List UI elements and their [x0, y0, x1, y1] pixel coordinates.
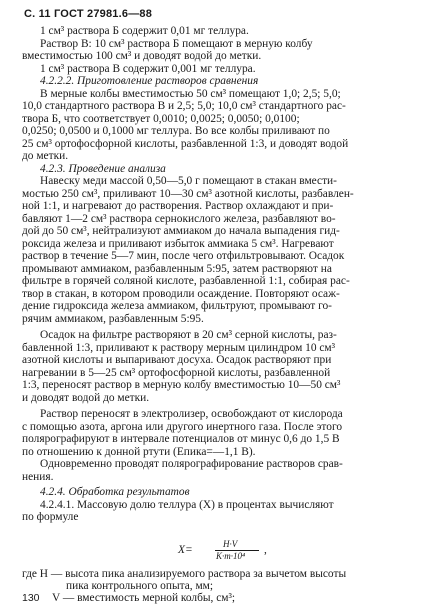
- formula-numerator: H·V: [223, 539, 238, 549]
- text-line: Осадок на фильтре растворяют в 20 см³ серной кислоты, раз-: [40, 329, 337, 341]
- text-line: раствор в течение 5—7 мин, после чего отфильтровывают. Осадок: [22, 250, 345, 262]
- text-line: дой до 50 см³, нейтрализуют аммиаком до начала выпадения гид-: [22, 225, 340, 237]
- text-line: бавленной 1:3, приливают к раствору мерным цилиндром 10 см³: [22, 341, 336, 354]
- text-line: бавляют 1—2 см³ раствора сернокислого железа, разбавляют во-: [22, 212, 336, 225]
- text-line: твора Б, что соответствует 0,0010; 0,0025; 0,0050; 0,0100;: [22, 112, 300, 125]
- text-line: нагревании в 5—25 см³ ортофосфорной кислоты, разбавленной: [22, 366, 331, 379]
- text-line: по формуле: [22, 511, 79, 523]
- text-line: Навеску меди массой 0,50—5,0 г помещают в стакан вмести-: [40, 175, 337, 187]
- text-line: 0,0250; 0,0500 и 0,1000 мг теллура. Во все колбы приливают по: [22, 125, 330, 137]
- text-line: азотной кислоты и выпаривают досуха. Осадок растворяют при: [22, 354, 332, 366]
- text-line: промывают аммиаком, разбавленным 5:95, затем растворяют на: [22, 262, 332, 275]
- formula-denominator: K·m·10⁴: [216, 551, 246, 561]
- text-line: по отношению к донной ртути (Eпика=—1,1 В).: [22, 445, 256, 458]
- text-line: роксида железа и приливают избыток аммиака 5 см³. Нагревают: [22, 237, 334, 250]
- text-line: дение гидроксида железа аммиаком, фильтруют, промывают го-: [22, 300, 332, 312]
- text-line: 4.2.4.1. Массовую долю теллура (X) в процентах вычисляют: [40, 498, 334, 511]
- text-line: ной 1:1, и нагревают до растворения. Раствор охлаждают и при-: [22, 200, 334, 212]
- text-line: 1:3, переносят раствор в мерную колбу вместимостью 10—50 см³: [22, 379, 341, 391]
- text-line: 1 см³ раствора В содержит 0,001 мг теллура.: [40, 62, 256, 75]
- text-line: до метки.: [22, 150, 69, 162]
- text-line: Раствор переносят в электролизер, освобождают от кислорода: [40, 408, 343, 420]
- text-line: рячим аммиаком, разбавленным 5:95.: [22, 312, 204, 325]
- text-line: и доводят водой до метки.: [22, 391, 150, 404]
- section-heading: 4.2.2.2. Приготовление растворов сравнения: [40, 75, 259, 87]
- text-line: вместимостью 100 см³ и доводят водой до метки.: [22, 50, 262, 62]
- text-line: фильтре в горячей соляной кислоте, разбавленной 1:1, собирая рас-: [22, 275, 350, 287]
- text-line: полярографируют в интервале потенциалов от минус 0,6 до 1,5 В: [22, 433, 340, 445]
- text-line: где H — высота пика анализируемого раствора за вычетом высоты: [22, 568, 347, 580]
- section-heading: 4.2.4. Обработка результатов: [40, 486, 190, 498]
- text-line: твор в стакан, в котором проводили осаждение. Повторяют осаж-: [22, 287, 340, 300]
- text-line: 25 см³ ортофосфорной кислоты, разбавленной 1:3, и доводят водой: [22, 137, 349, 150]
- formula-comma: ,: [264, 544, 267, 556]
- text-line: V — вместимость мерной колбы, см³;: [52, 592, 236, 604]
- text-line: В мерные колбы вместимостью 50 см³ помещают 1,0; 2,5; 5,0;: [40, 87, 341, 100]
- section-heading: 4.2.3. Проведение анализа: [40, 162, 166, 175]
- text-line: с помощью азота, аргона или другого инертного газа. После этого: [22, 420, 343, 433]
- text-line: мостью 250 см³, приливают 10—30 см³ азотной кислоты, разбавлен-: [22, 187, 354, 200]
- formula-lhs: X=: [178, 544, 193, 556]
- page-header: С. 11 ГОСТ 27981.6—88: [24, 8, 153, 20]
- text-line: Одновременно проводят полярографирование растворов срав-: [40, 458, 343, 470]
- page-number: 130: [22, 592, 40, 604]
- text-line: пика контрольного опыта, мм;: [66, 580, 214, 592]
- text-line: 10,0 стандартного раствора В и 2,5; 5,0; 10,0 см³ стандартного рас-: [22, 100, 346, 112]
- text-line: Раствор В: 10 см³ раствора Б помещают в мерную колбу: [40, 37, 313, 50]
- text-line: нения.: [22, 470, 54, 483]
- text-line: 1 см³ раствора Б содержит 0,01 мг теллура.: [40, 25, 249, 37]
